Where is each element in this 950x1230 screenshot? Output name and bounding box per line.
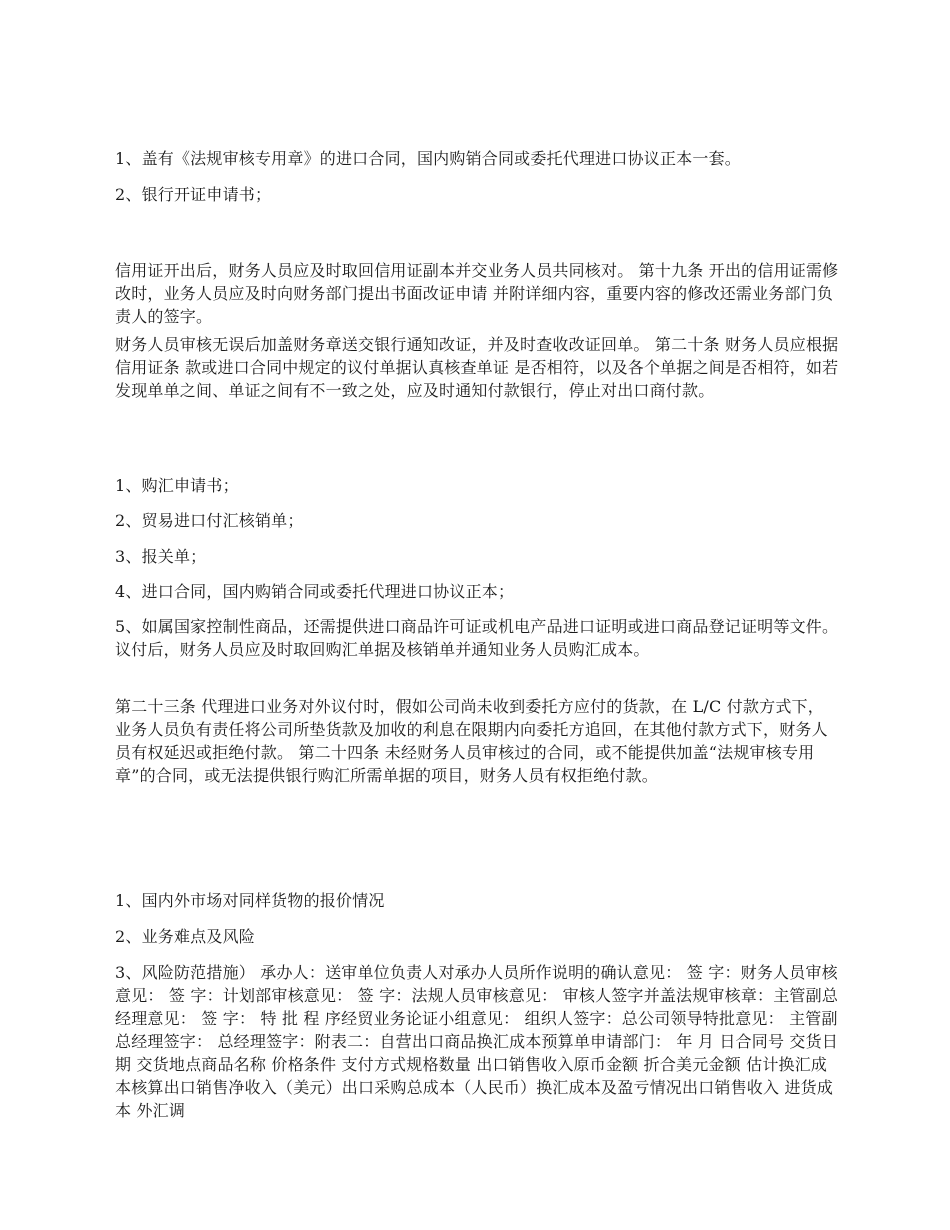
paragraph-market-quotes: 1、国内外市场对同样货物的报价情况 — [115, 891, 385, 910]
paragraph-forex-application: 1、购汇申请书； — [115, 476, 239, 495]
paragraph-amendment-review: 财务人员审核无误后加盖财务章送交银行通知改证，并及时查收改证回单。 第二十条 财务人员应根据信用证条 款或进口合同中规定的议付单据认真核查单证 是否相符，以及各个单据之间是否相符，如若发现单单之间、单证之间有不一致之处，应及时通知付款银行，停止对出口商付款。 — [115, 335, 839, 400]
paragraph-controlled-goods: 5、如属国家控制性商品，还需提供进口商品许可证或机电产品进口证明或进口商品登记证明等文件。 议付后，财务人员应及时取回购汇单据及核销单并通知业务人员购汇成本。 — [115, 617, 839, 659]
paragraph-contract-requirement: 1、盖有《法规审核专用章》的进口合同，国内购销合同或委托代理进口协议正本一套。 — [115, 149, 741, 168]
paragraph-credit-letter-check: 信用证开出后，财务人员应及时取回信用证副本并交业务人员共同核对。 第十九条 开出的信用证需修改时，业务人员应及时向财务部门提出书面改证申请 并附详细内容，重要内容的修改还需业务部门负责人的签字。 — [115, 261, 839, 326]
paragraph-risk-measures: 3、风险防范措施） 承办人：送审单位负责人对承办人员所作说明的确认意见： 签 字：财务人员审核意见： 签 字：计划部审核意见： 签 字：法规人员审核意见： 审核人签字并盖法规审核章：主管副总经理意见： 签 字： 特 批 程 序经贸业务论证小组意见： 组织人签字：总公司领导特批意见： 主管副总经理签字： 总经理签字：附表二：自营出口商品换汇成本预算单申请部门： 年 月 日合同号 交货日期 交货地点商品名称 价格条件 支付方式规格数量 出口销售收入原币金额 折合美元金额 估计换汇成本核算出口销售净收入（美元）出口采购总成本（人民币）换汇成本及盈亏情况出口销售收入 进货成本 外汇调 — [115, 963, 839, 1120]
paragraph-bank-application: 2、银行开证申请书； — [115, 185, 272, 204]
paragraph-import-contract: 4、进口合同，国内购销合同或委托代理进口协议正本； — [115, 582, 515, 601]
paragraph-article-23-24: 第二十三条 代理进口业务对外议付时，假如公司尚未收到委托方应付的货款，在 L/C 付款方式下，业务人员负有责任将公司所垫货款及加收的利息在限期内向委托方追回，在其他付款方式下，财务人员有权延迟或拒绝付款。 第二十四条 未经财务人员审核过的合同，或不能提供加盖“法规审核专用章”的合同，或无法提供银行购汇所需单据的项目，财务人员有权拒绝付款。 — [115, 697, 828, 785]
paragraph-payment-verification: 2、贸易进口付汇核销单； — [115, 511, 304, 530]
paragraph-customs-declaration: 3、报关单； — [115, 547, 207, 566]
paragraph-business-risk: 2、业务难点及风险 — [115, 927, 255, 946]
